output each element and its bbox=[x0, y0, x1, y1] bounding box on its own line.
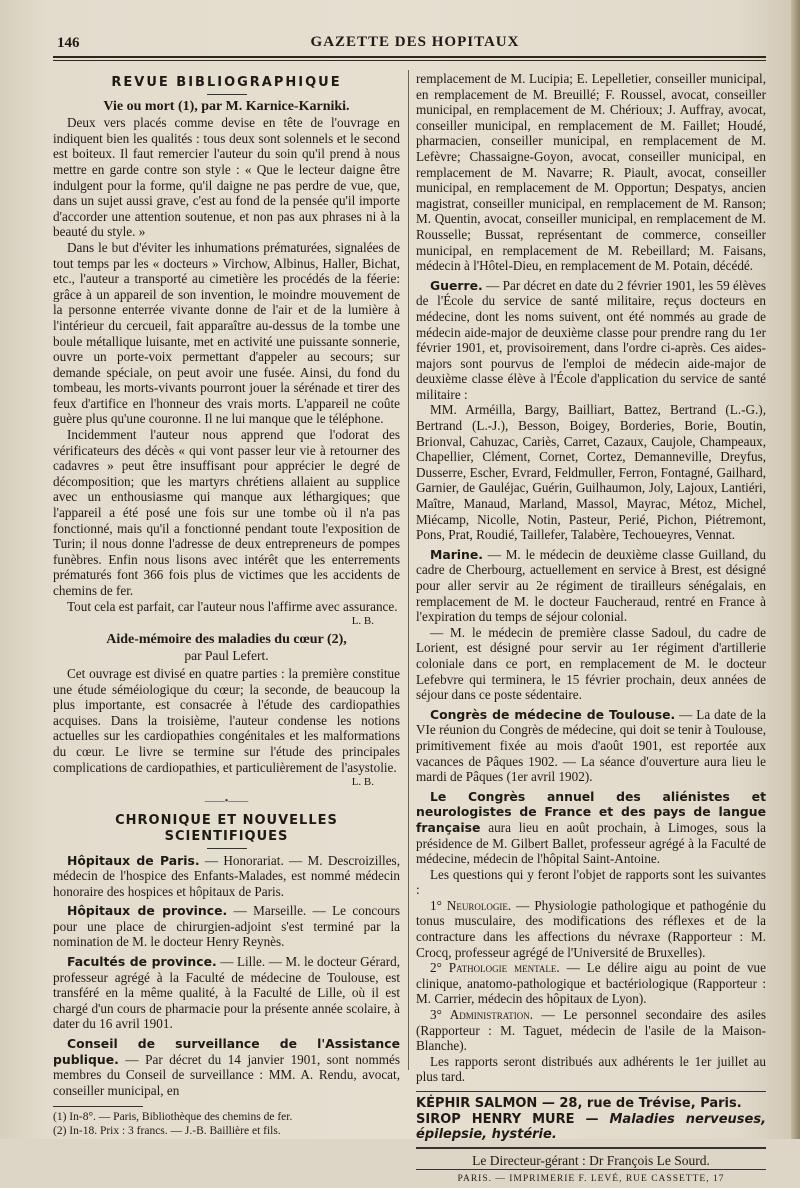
printer-imprint: PARIS. — IMPRIMERIE F. LEVÉ, RUE CASSETTE, 17 bbox=[457, 1174, 725, 1185]
conseil-continuation: remplacement de M. Lucipia; E. Lepelletier, conseiller municipal, en remplacement de M. Breuillé; F. Roussel, avocat, conseiller municipal, en remplacement de M. Chérioux; J. Auffray, avocat, conseiller municipal, en remplacement de M. Faillet; Houdé, pharmacien, conseiller municipal, en remplacement de M. Lefèvre; Chassaigne-Goyon, avocat, conseiller municipal, en remplacement de M. Navarre; R. Piault, avocat, conseiller municipal, en remplacement de M. Opportun; Despatys, ancien magistrat, conseiller municipal, en remplacement de M. Ranson; M. Quentin, avocat, conseiller municipal, en remplacement de M. Rousselle; Bussat, représentant de commerce, conseiller municipal, en remplacement de M. Rebeillard; M. Faisans, médecin à l'Hôtel-Dieu, en remplacement de M. Potain, décédé. bbox=[416, 71, 766, 274]
book1-signature: L. B. bbox=[351, 615, 374, 628]
book2-title: Aide-mémoire des maladies du cœur (2), bbox=[106, 631, 347, 647]
news-item: Hôpitaux de Paris. — Honorariat. — M. Descroizilles, médecin de l'hospice des Enfants-Malades, est nommé médecin honoraire des hospices et hôpitaux de Paris. bbox=[53, 852, 400, 899]
gerant-rule bbox=[416, 1147, 766, 1149]
questions-intro: Les questions qui y feront l'objet de rapports sont les suivantes : bbox=[416, 866, 766, 898]
left-column bbox=[53, 71, 400, 1138]
book2-signature: L. B. bbox=[351, 776, 374, 789]
section-rule bbox=[207, 848, 247, 849]
congres-alienistes-item: Le Congrès annuel des aliénistes et neurologistes de France et des pays de langue française aura lieu en août prochain, à Limoges, sous la présidence de M. Gilbert Ballet, professeur agrégé à la Faculté de médecine, médecin de l'hôpital Saint-Antoine. bbox=[416, 788, 766, 867]
question-item: 2° Pathologie mentale. — Le délire aigu au point de vue clinique, anatomo-pathologique et bactériologique (Rapporteur : M. Carrier, médecin des hôpitaux de Lyon). bbox=[416, 960, 766, 1007]
guerre-item: Guerre. — Par décret en date du 2 février 1901, les 59 élèves de l'École du service de santé militaire, reçus docteurs en médecine, dont les noms suivent, ont été nommés au grade de médecin aide-major de deuxième classe pour prendre rang du 1er février 1901, et, provisoirement, dans l'ordre ci-après. Ces aides-majors sont pourvus de l'emploi de médecin aide-major de deuxième classe élève à l'École d'application du service de santé militaire : bbox=[416, 277, 766, 402]
book2-author: par Paul Lefert. bbox=[184, 648, 269, 664]
book1-paragraph-4: Tout cela est parfait, car l'auteur nous l'affirme avec assurance. bbox=[67, 598, 398, 614]
footnote-rule bbox=[53, 1106, 143, 1107]
book2-paragraph: Cet ouvrage est divisé en quatre parties : la première constitue une étude séméiologique du cœur; la seconde, de beaucoup la plus importante, est consacrée à l'étude des cardiopathies acquises. Dans la troisième, l'auteur condense les notions actuelles sur les cardiopathies congénitales et les malformations du cœur. Le livre se termine sur l'étude des principales complications de cardiopathies, et particulièrement de l'asystolie. bbox=[53, 665, 400, 775]
question-item: 3° Administration. — Le personnel secondaire des asiles (Rapporteur : M. Taguet, médecin de l'asile de la Maison-Blanche). bbox=[416, 1007, 766, 1054]
guerre-names: MM. Arméilla, Bargy, Bailliart, Battez, Bertrand (L.-G.), Bertrand (L.-J.), Besson, Boigey, Borderies, Borie, Boutin, Brionval, Cahuzac, Cariès, Carret, Cazaux, Caujole, Champeaux, Chapellier, Clément, Cornet, Cortez, Demanneville, Dreyfus, Dusserre, Escher, Evrard, Feldmuller, Ferron, Fontagné, Gailhard, Garnier, de Gauléjac, Guérin, Guilhaumon, Joly, Lajoux, Lantiéri, Maître, Manaud, Marland, Massol, Mayrac, Métoz, Michel, Miécamp, Nicolle, Notin, Pasteur, Perié, Pichon, Piétremont, Pons, Prat, Roudié, Taillefer, Talabère, Techoueyres, Vennat. bbox=[416, 402, 766, 543]
marine-item-2: — M. le médecin de première classe Sadoul, du cadre de Lorient, est désigné pour servir au 1er régiment d'artillerie coloniale dans ce port, en remplacement de M. le docteur Lefebvre qui terminera, le 15 février prochain, deux années de séjour dans ce poste sédentaire. bbox=[416, 624, 766, 703]
printer-rule bbox=[416, 1169, 766, 1170]
page-number: 146 bbox=[57, 35, 80, 51]
news-item: Facultés de province. — Lille. — M. le docteur Gérard, professeur agrégé à la Faculté de médecine de Toulouse, est transféré en la même qualité, à la Faculté de Lille, où il est chargé d'un cours de pharmacie pour la présente année scolaire, à dater du 16 avril 1901. bbox=[53, 954, 401, 1032]
ads-rule bbox=[416, 1091, 766, 1092]
marine-item: Marine. — M. le médecin de deuxième classe Guilland, du cadre de Cherbourg, actuellement en service à Brest, est désigné pour aller servir au 2e régiment de tirailleurs sénégalais, en remplacement de M. le docteur Faucheraud, rentré en France à l'expiration du temps de séjour colonial. bbox=[416, 546, 767, 625]
journal-header: GAZETTE DES HOPITAUX bbox=[310, 34, 520, 50]
directeur-gerant: Le Directeur-gérant : Dr François Le Sourd. bbox=[472, 1152, 710, 1168]
right-column bbox=[416, 71, 766, 1188]
news-item: Conseil de surveillance de l'Assistance publique. — Par décret du 14 janvier 1901, sont nommés membres du Conseil de surveillance : MM. A. Rendu, avocat, conseiller municipal, en bbox=[53, 1036, 401, 1098]
advert-kephir: KÉPHIR SALMON — 28, rue de Trévise, Paris. bbox=[416, 1096, 742, 1111]
ornament-divider: ——•—— bbox=[204, 795, 249, 807]
book1-paragraph-1: Deux vers placés comme devise en tête de l'ouvrage en indiquent bien les qualités : tous deux sont solennels et le second est boiteux. Il faut remercier l'auteur du soin qu'il prend à nous mettre en garde contre son style : « Que le lecteur daigne être indulgent pour la forme, qu'il daigne ne pas perdre de vue, que, dans un sujet aussi grave, c'est au fond de la pensée qu'il importe d'accorder une attention soutenue, et non pas aux phrases ni à la beauté du style. » bbox=[53, 115, 400, 240]
header-rule-thin bbox=[53, 60, 766, 61]
binding-spine bbox=[791, 0, 800, 1139]
news-item: Hôpitaux de province. — Marseille. — Le concours pour une place de chirurgien-adjoint s'est terminé par la nomination de M. le docteur Henry Reynès. bbox=[53, 903, 400, 950]
question-item: 1° Neurologie. — Physiologie pathologique et pathogénie du tonus musculaire, des modifications des réflexes et de la contracture dans les affections du névraxe (Rapporteur : M. Crocq, professeur agrégé de l'Université de Bruxelles). bbox=[416, 897, 766, 960]
book1-paragraph-3: Incidemment l'auteur nous apprend que l'odorat des vérificateurs des décès « qui vont passer leur vie à retourner des cadavres » peut être insuffisant pour apprécier le degré de décomposition; que les martyrs chrétiens allaient au supplice avec un enthousiasme qui manque aux léthargiques; que l'appareil a été posé une fois sur une tombe où il n'a pas fonctionné, mais qu'il a fonctionné pendant toute l'exposition de Turin; il nous donne l'adresse de deux entrepreneurs de pompes funèbres. Enfin nous lisons avec intérêt que les enterrements prématurés font 366 fois plus de victimes que les accidents de chemins de fer. bbox=[53, 427, 400, 598]
footnote-2: (2) In-18. Prix : 3 francs. — J.-B. Baillière et fils. bbox=[53, 1125, 281, 1138]
closing-note: Les rapports seront distribués aux adhérents le 1er juillet au plus tard. bbox=[416, 1053, 766, 1085]
book1-paragraph-2: Dans le but d'éviter les inhumations prématurées, signalées de tout temps par les « docteurs » Virchow, Albinus, Haller, Bichat, etc., l'auteur a transporté au cimetière les procédés de la féerie: grâce à un appareil de son invention, le moindre mouvement de la personne enterrée vivante donne de l'air et de la lumière à l'intérieur du cercueil, fait apparaître au-dessus de la tombe une boule métallique luisante, met en activité une puissante sonnerie, ouvre un porte-voix permettant d'appeler au secours; sur demande spéciale, on peut avoir une fusée. Ainsi, du fond du tombeau, les morts-vivants pourront jouer la sérénade et tirer des feux d'artifice en l'honneur des vrais morts. L'appareil ne coûte guère plus qu'une couronne. Il ne lui manque que le téléphone. bbox=[53, 239, 400, 427]
chronique-section-title: CHRONIQUE ET NOUVELLES SCIENTIFIQUES bbox=[115, 813, 338, 844]
revue-section-title: REVUE BIBLIOGRAPHIQUE bbox=[111, 75, 342, 90]
book1-title: Vie ou mort (1), par M. Karnice-Karniki. bbox=[103, 98, 350, 114]
advert-sirop: SIROP HENRY MURE — Maladies nerveuses, épilepsie, hystérie. bbox=[416, 1111, 767, 1143]
footnote-1: (1) In-8°. — Paris, Bibliothèque des chemins de fer. bbox=[53, 1111, 293, 1124]
header-rule bbox=[53, 56, 766, 58]
column-divider bbox=[408, 70, 409, 1070]
section-rule bbox=[207, 94, 247, 95]
congres-toulouse-item: Congrès de médecine de Toulouse. — La date de la VIe réunion du Congrès de médecine, qui doit se tenir à Toulouse, primitivement fixée au mois d'août 1901, est reportée aux vacances de Pâques 1902. — La séance d'ouverture aura lieu le mardi de Pâques (1er avril 1902). bbox=[416, 706, 766, 785]
